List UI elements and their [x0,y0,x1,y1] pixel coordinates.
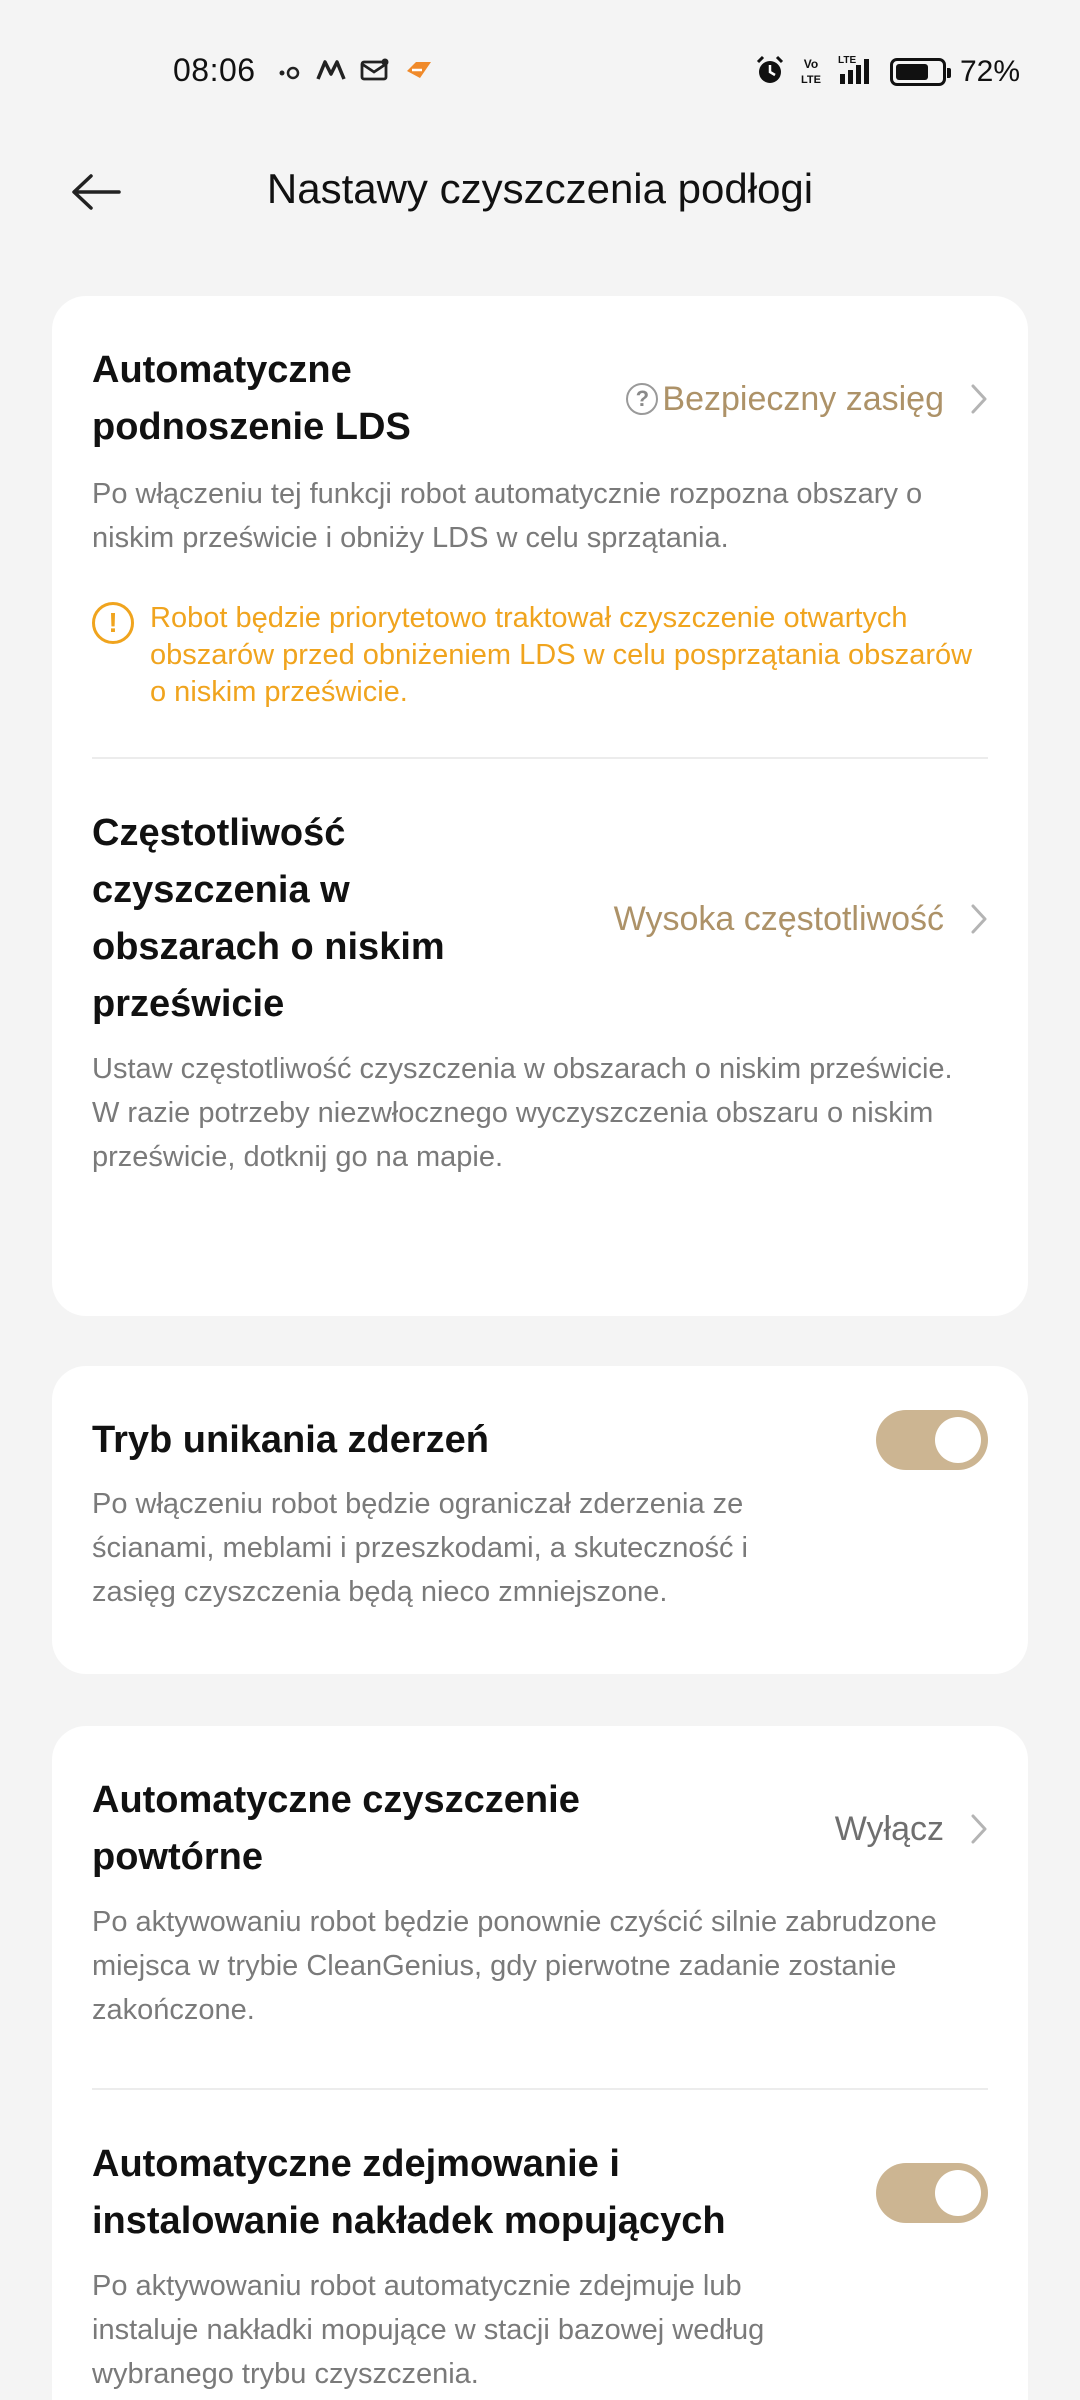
svg-text:LTE: LTE [800,74,821,86]
status-icons-left [276,52,434,92]
orange-app-icon [404,58,434,86]
help-icon[interactable]: ? [626,383,658,415]
setting-recleaning-head [92,1772,988,1886]
setting-lds-lift-head [92,342,988,456]
svg-text:Vo: Vo [803,57,819,71]
battery-level [896,64,928,80]
setting-value[interactable] [835,1810,988,1849]
setting-collision-avoidance [52,1366,1028,1614]
warning-icon: ! [92,602,134,644]
settings-card-mopping [52,1726,1028,2400]
setting-description: Po włączeniu tej funkcji robot automatycznie rozpozna obszary o niskim prześwicie i obniży LDS w celu sprzątania. [92,478,923,554]
settings-card-lds [52,296,1028,1316]
setting-collision-head [92,1410,988,1470]
chevron-right-icon [970,903,988,935]
setting-description: Po włączeniu robot będzie ograniczał zderzenia ze ścianami, meblami i przeszkodami, a skuteczność i zasięg czyszczenia będą nieco zmniejszone. [92,1488,748,1608]
setting-title: Częstotliwość czyszczenia w obszarach o niskim prześwicie [92,812,445,1025]
toggle-knob [935,2170,981,2216]
setting-value[interactable] [614,900,988,939]
setting-description: Ustaw częstotliwość czyszczenia w obszarach o niskim prześwicie. W razie potrzeby niezwłocznego wyczyszczenia obszaru o niskim prześwicie, dotknij go na mapie. [92,1053,953,1173]
setting-value-label: Bezpieczny zasięg [662,379,944,418]
warning-notice [92,600,988,711]
app-icon [316,59,346,85]
setting-value-label: Wysoka częstotliwość [613,899,944,938]
svg-text:LTE: LTE [837,55,857,66]
setting-value[interactable] [626,380,988,419]
volte-icon [800,56,822,88]
warning-text: Robot będzie priorytetowo traktował czyszczenie otwartych obszarów przed obniżeniem LDS w celu posprzątania obszarów o niskim prześwicie. [150,602,973,708]
setting-frequency-head [92,805,988,1033]
setting-title: Automatyczne zdejmowanie i instalowanie nakładek mopujących [92,2143,726,2242]
battery-percent: 72% [959,55,1020,88]
chevron-right-icon [970,1813,988,1845]
header [0,140,1080,280]
alarm-icon [754,54,786,90]
setting-description: Po aktywowaniu robot będzie ponownie czyścić silnie zabrudzone miejsca w trybie CleanGenius, gdy pierwotne zadanie zostanie zakończone. [92,1906,937,2026]
setting-mop-pads-head [92,2136,988,2250]
status-bar [0,0,1080,140]
setting-value-label: Wyłącz [834,1809,944,1848]
setting-lds-lift[interactable] [52,296,1028,711]
setting-low-clearance-frequency[interactable] [52,759,1028,1179]
setting-auto-recleaning[interactable] [52,1726,1028,2032]
setting-auto-mop-pads [52,2090,1028,2396]
status-time: 08:06 [173,52,256,88]
toggle-knob [935,1417,981,1463]
page-title: Nastawy czyszczenia podłogi [266,165,814,212]
chevron-right-icon [970,383,988,415]
signal-icon [836,54,876,90]
setting-title: Automatyczne czyszczenie powtórne [92,1779,580,1878]
mail-icon [360,58,390,86]
setting-title: Tryb unikania zderzeń [92,1418,489,1461]
setting-title: Automatyczne podnoszenie LDS [92,349,411,448]
link-icon [276,59,302,85]
status-icons-right [754,50,1020,94]
settings-card-collision [52,1366,1028,1674]
mop-pads-toggle[interactable] [876,2163,988,2223]
battery-icon [890,58,946,86]
setting-description: Po aktywowaniu robot automatycznie zdejmuje lub instaluje nakładki mopujące w stacji bazowej według wybranego trybu czyszczenia. [92,2270,765,2390]
collision-avoidance-toggle[interactable] [876,1410,988,1470]
